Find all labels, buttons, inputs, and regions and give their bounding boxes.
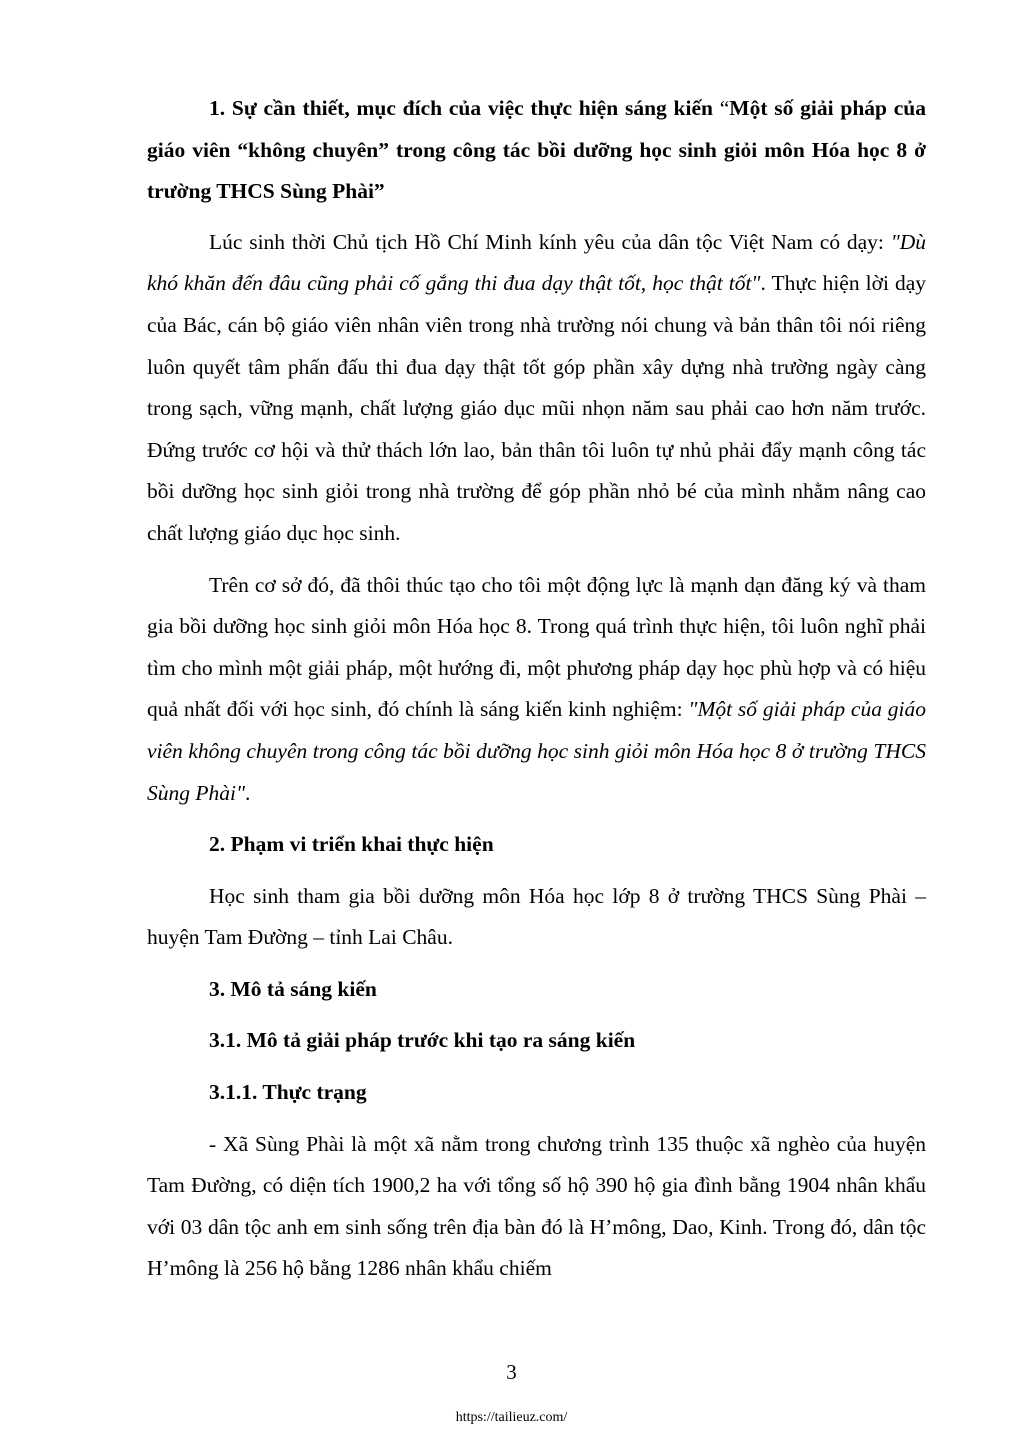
section-2-heading: 2. Phạm vi triển khai thực hiện — [209, 832, 494, 857]
section-3-heading: 3. Mô tả sáng kiến — [209, 976, 377, 1001]
paragraph-2-text-a: Trên cơ sở đó, đã thôi thúc tạo cho tôi một động lực là mạnh dạn đăng ký và tham gia bồi dưỡng học sinh giỏi môn Hóa học 8. Trong quá trình thực hiện, tôi luôn nghĩ phải tìm cho mình một giải pháp, một hướng đi, một phương pháp dạy học phù hợp và có hiệu quả nhất đối với học sinh, đó chính là sáng kiến kinh nghiệm: — [147, 572, 926, 722]
section-1-heading-prefix: 1. Sự cần thiết, mục đích của việc thực hiện sáng kiến — [209, 96, 713, 120]
page-number: 3 — [506, 1360, 517, 1384]
section-1-heading — [147, 88, 926, 213]
paragraph-2-text-b: . — [245, 780, 251, 805]
section-3-1-heading: 3.1. Mô tả giải pháp trước khi tạo ra sáng kiến — [209, 1028, 636, 1053]
section-1-heading-quote-mark: “ — [712, 96, 730, 120]
section-3-1-1-heading: 3.1.1. Thực trạng — [209, 1080, 367, 1105]
section-3-1-1-body: - Xã Sùng Phài là một xã nằm trong chương trình 135 thuộc xã nghèo của huyện Tam Đường, có diện tích 1900,2 ha với tổng số hộ 390 hộ gia đình bằng 1904 nhân khẩu với 03 dân tộc anh em sinh sống trên địa bàn đó là H’mông, Dao, Kinh. Trong đó, dân tộc H’mông là 256 hộ bằng 1286 nhân khẩu chiếm — [147, 1131, 926, 1281]
section-1-paragraph-1 — [147, 222, 926, 555]
paragraph-1-text-b: . Thực hiện lời dạy của Bác, cán bộ giáo viên nhân viên trong nhà trường nói chung và bản thân tôi nói riêng luôn quyết tâm phấn đấu thi đua dạy thật tốt góp phần xây dựng nhà trường ngày càng trong sạch, vững mạnh, chất lượng giáo dục mũi nhọn năm sau phải cao hơn năm trước. Đứng trước cơ hội và thử thách lớn lao, bản thân tôi luôn tự nhủ phải đẩy mạnh công tác bồi dưỡng học sinh giỏi trong nhà trường để góp phần nhỏ bé của mình nhằm nâng cao chất lượng giáo dục học sinh. — [147, 271, 926, 545]
section-1-paragraph-2 — [147, 565, 926, 815]
section-2-body: Học sinh tham gia bồi dưỡng môn Hóa học lớp 8 ở trường THCS Sùng Phài – huyện Tam Đường – tỉnh Lai Châu. — [147, 883, 926, 950]
ho-chi-minh-quote: "Dù khó khăn đến đâu cũng phải cố gắng thi đua dạy thật tốt, học thật tốt" — [147, 229, 926, 296]
initiative-title-quote: "Một số giải pháp của giáo viên không chuyên trong công tác bồi dưỡng học sinh giỏi môn Hóa học 8 ở trường THCS Sùng Phài" — [147, 697, 927, 805]
document-page — [147, 88, 926, 1290]
paragraph-1-text-a: Lúc sinh thời Chủ tịch Hồ Chí Minh kính yêu của dân tộc Việt Nam có dạy: — [209, 229, 891, 254]
footer-url[interactable]: https://tailieuz.com/ — [455, 1410, 568, 1425]
section-1-heading-title: Một số giải pháp của giáo viên “không chuyên” trong công tác bồi dưỡng học sinh giỏi môn Hóa học 8 ở trường THCS Sùng Phài” — [147, 96, 926, 204]
